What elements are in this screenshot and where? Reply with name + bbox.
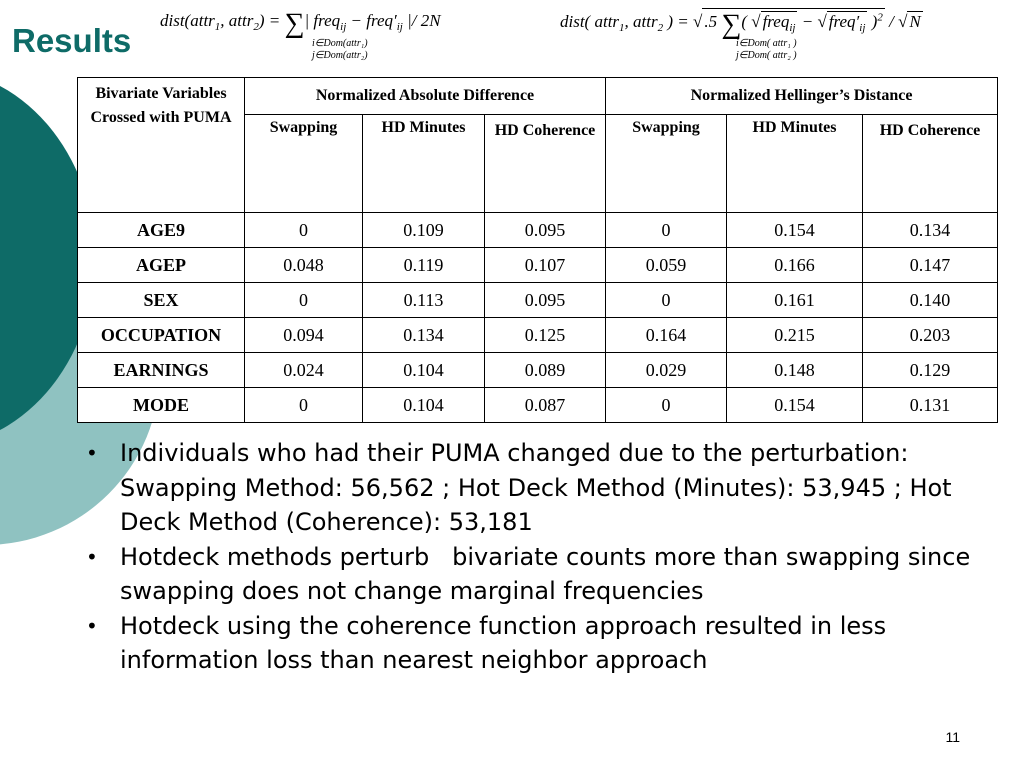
table-cell: 0.129 — [863, 353, 998, 388]
bullet-icon: • — [86, 441, 98, 465]
table-cell: 0.161 — [727, 283, 863, 318]
bullet-icon: • — [86, 613, 98, 638]
table-cell: 0.087 — [485, 388, 606, 423]
table-cell: 0 — [606, 388, 727, 423]
table-row — [78, 248, 998, 283]
table-row — [78, 283, 998, 318]
formula-index-i: i∈Dom( attr₁ ) — [736, 38, 797, 49]
row-label: OCCUPATION — [78, 318, 245, 353]
group-header-absolute-difference: Normalized Absolute Difference — [245, 78, 606, 115]
table-cell: 0.109 — [363, 213, 485, 248]
column-header: HD Minutes — [363, 115, 485, 213]
table-cell: 0.089 — [485, 353, 606, 388]
row-label: SEX — [78, 283, 245, 318]
table-cell: 0.094 — [245, 318, 363, 353]
group-header-hellinger-distance: Normalized Hellinger’s Distance — [606, 78, 998, 115]
table-row — [78, 388, 998, 423]
table-cell: 0.107 — [485, 248, 606, 283]
slide-title: Results — [12, 22, 132, 59]
bullet-icon: • — [86, 544, 98, 569]
table-cell: 0.203 — [863, 318, 998, 353]
table-cell: 0 — [606, 213, 727, 248]
table-cell: 0.131 — [863, 388, 998, 423]
table-cell: 0.134 — [863, 213, 998, 248]
formula-index-i: i∈Dom(attr₁) — [312, 38, 368, 49]
corner-header: Bivariate Variables Crossed with PUMA — [78, 78, 245, 213]
formula-absolute-difference: dist(attr$_1$, attr$_2$) = ∑| freq$_{ij}$ − $freq'_{ij}$ |/ 2N i∈Dom(attr₁) j∈Dom(attr₂) — [160, 8, 441, 61]
table-cell: 0.125 — [485, 318, 606, 353]
list-item: • Individuals who had their PUMA changed due to the perturbation: Swapping Method: 56,562 ; Hot Deck Method (Minutes): 53,945 ; Hot Deck Method (Coherence): 53,181 — [86, 436, 1006, 540]
table-cell: 0.148 — [727, 353, 863, 388]
list-item: • Hotdeck using the coherence function approach resulted in less information loss than nearest neighbor approach — [86, 609, 1006, 678]
formula-index-j: j∈Dom( attr₂ ) — [736, 50, 797, 61]
table-row — [78, 213, 998, 248]
column-header: HD Coherence — [863, 115, 998, 213]
table-cell: 0.154 — [727, 213, 863, 248]
table-cell: 0.215 — [727, 318, 863, 353]
table-cell: 0.104 — [363, 388, 485, 423]
table-row — [78, 318, 998, 353]
column-header: Swapping — [606, 115, 727, 213]
column-header: HD Minutes — [727, 115, 863, 213]
table-cell: 0 — [606, 283, 727, 318]
table-cell: 0.140 — [863, 283, 998, 318]
table-cell: 0 — [245, 213, 363, 248]
column-header: HD Coherence — [485, 115, 606, 213]
summation-icon: ∑ — [721, 9, 742, 40]
formula-index-j: j∈Dom(attr₂) — [312, 50, 368, 61]
table-cell: 0.029 — [606, 353, 727, 388]
results-table — [77, 77, 998, 423]
column-header: Swapping — [245, 115, 363, 213]
table-cell: 0.134 — [363, 318, 485, 353]
table-cell: 0.095 — [485, 283, 606, 318]
table-cell: 0.113 — [363, 283, 485, 318]
square-root-icon: √ — [693, 12, 703, 31]
formula-hellinger-distance: dist( attr$_1$, attr$_2$ ) = √ .5 ∑( √ freq$_{ij}$ − √ $freq'_{ij}$ )$^2$ / √ N i∈Dom( attr₁ ) j∈Dom( attr₂ ) — [560, 9, 921, 61]
table-cell: 0 — [245, 388, 363, 423]
list-item: • Hotdeck methods perturb bivariate counts more than swapping since swapping does not change marginal frequencies — [86, 540, 1006, 609]
table-cell: 0.119 — [363, 248, 485, 283]
table-cell: 0.048 — [245, 248, 363, 283]
row-label: AGE9 — [78, 213, 245, 248]
bullet-list — [86, 436, 1006, 678]
table-row — [78, 353, 998, 388]
table-cell: 0.095 — [485, 213, 606, 248]
table-cell: 0.104 — [363, 353, 485, 388]
table-cell: 0 — [245, 283, 363, 318]
row-label: EARNINGS — [78, 353, 245, 388]
summation-icon: ∑ — [284, 8, 305, 39]
table-cell: 0.059 — [606, 248, 727, 283]
page-number: 11 — [945, 729, 960, 745]
row-label: AGEP — [78, 248, 245, 283]
row-label: MODE — [78, 388, 245, 423]
table-cell: 0.147 — [863, 248, 998, 283]
table-cell: 0.164 — [606, 318, 727, 353]
table-cell: 0.166 — [727, 248, 863, 283]
table-header-row — [78, 78, 998, 115]
table-cell: 0.154 — [727, 388, 863, 423]
table-cell: 0.024 — [245, 353, 363, 388]
